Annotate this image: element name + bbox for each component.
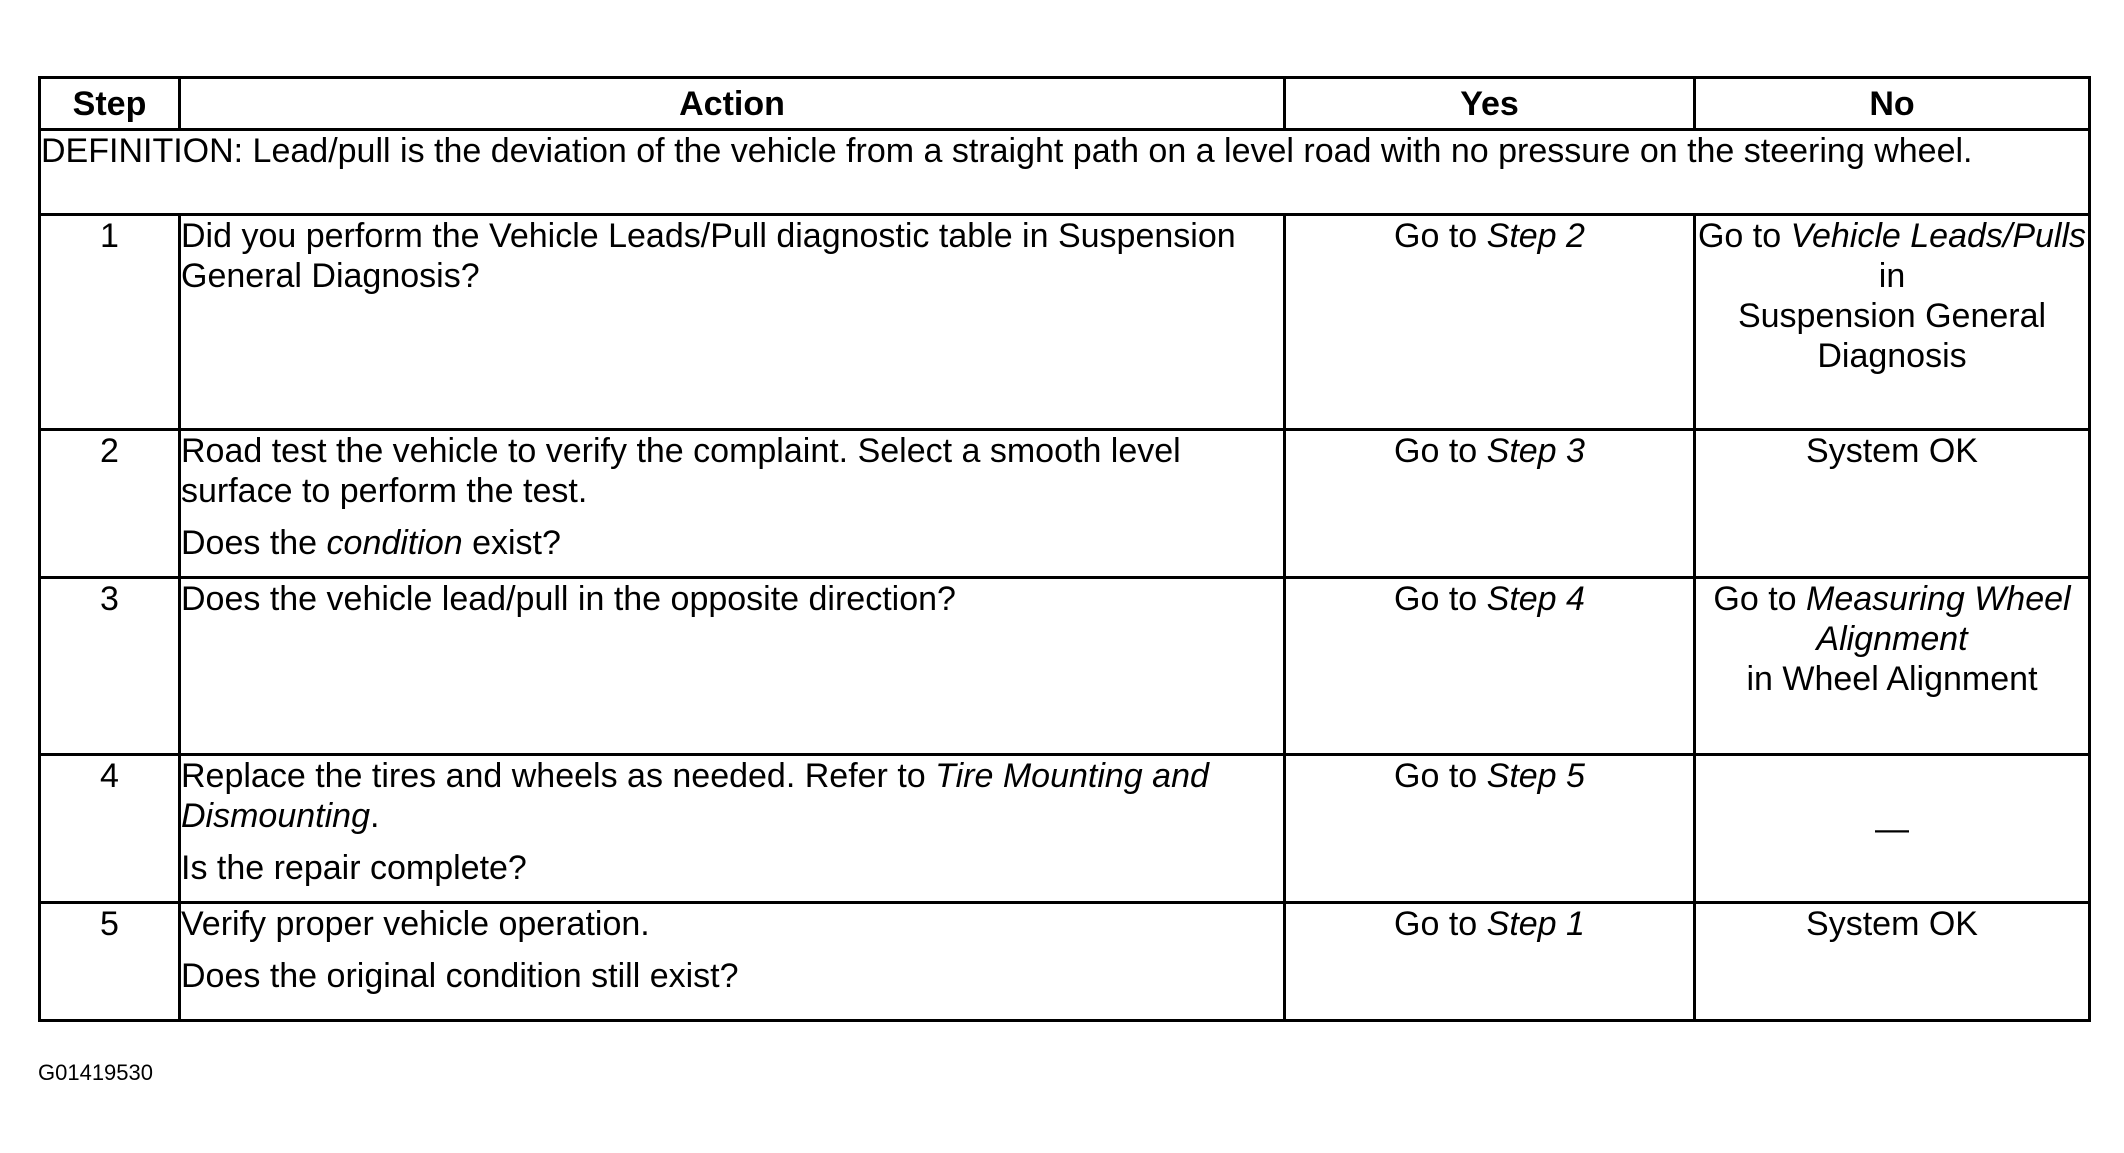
yes-step-ref: Step 2 [1486, 217, 1585, 255]
yes-prefix: Go to [1394, 905, 1487, 943]
question-italic: condition [326, 524, 463, 562]
action-text: Does the vehicle lead/pull in the opposite direction? [180, 578, 1285, 755]
table-row [40, 215, 2090, 430]
action-text [181, 756, 1283, 836]
step-number: 4 [40, 755, 180, 903]
no-suffix: in Wheel Alignment [1746, 660, 2038, 698]
action-ref: Tire Mounting and Dismounting [181, 757, 1209, 835]
definition-text: DEFINITION: Lead/pull is the deviation of the vehicle from a straight path on a level road with no pressure on the steering wheel. [40, 130, 2090, 215]
action-text: Road test the vehicle to verify the complaint. Select a smooth level surface to perform the test. [181, 432, 1181, 510]
step-number: 3 [40, 578, 180, 755]
yes-result [1285, 903, 1695, 1021]
action-cell [180, 903, 1285, 1021]
figure-id: G01419530 [38, 1060, 153, 1085]
no-result: System OK [1695, 903, 2090, 1021]
action-question: Is the repair complete? [181, 849, 527, 887]
action-suffix: . [369, 797, 380, 835]
diagnostic-table [38, 76, 2091, 1022]
action-question [181, 523, 1283, 563]
question-suffix: exist? [462, 524, 561, 562]
header-step: Step [40, 78, 180, 130]
no-line [1696, 579, 2088, 659]
header-yes: Yes [1285, 78, 1695, 130]
yes-step-ref: Step 4 [1486, 580, 1585, 618]
no-result [1695, 578, 2090, 755]
no-ref: Vehicle Leads/Pulls [1790, 217, 2087, 255]
table-row [40, 430, 2090, 578]
yes-prefix: Go to [1394, 580, 1487, 618]
no-result [1695, 215, 2090, 430]
header-row [40, 78, 2090, 130]
step-number: 5 [40, 903, 180, 1021]
table-row [40, 578, 2090, 755]
yes-step-ref: Step 1 [1486, 905, 1585, 943]
diagnostic-table-container [38, 76, 2088, 1022]
yes-step-ref: Step 5 [1486, 757, 1585, 795]
no-prefix: Go to [1697, 217, 1791, 255]
definition-row [40, 130, 2090, 215]
action-cell [180, 755, 1285, 903]
yes-result [1285, 755, 1695, 903]
yes-result [1285, 215, 1695, 430]
step-number: 2 [40, 430, 180, 578]
yes-prefix: Go to [1394, 432, 1487, 470]
table-row [40, 903, 2090, 1021]
table-row [40, 755, 2090, 903]
yes-result [1285, 430, 1695, 578]
step-number: 1 [40, 215, 180, 430]
no-mid: in [1878, 257, 1906, 295]
no-prefix: Go to [1713, 580, 1807, 618]
no-suffix: Suspension General Diagnosis [1737, 297, 2047, 375]
action-cell [180, 430, 1285, 578]
action-prefix: Replace the tires and wheels as needed. Refer to [181, 757, 936, 795]
no-line [1696, 216, 2088, 256]
header-action: Action [180, 78, 1285, 130]
no-result: System OK [1695, 430, 2090, 578]
yes-result [1285, 578, 1695, 755]
action-text: Did you perform the Vehicle Leads/Pull diagnostic table in Suspension General Diagnosis? [180, 215, 1285, 430]
action-text: Verify proper vehicle operation. [181, 905, 650, 943]
yes-prefix: Go to [1394, 217, 1487, 255]
yes-prefix: Go to [1394, 757, 1487, 795]
yes-step-ref: Step 3 [1486, 432, 1585, 470]
question-prefix: Does the [181, 524, 327, 562]
header-no: No [1695, 78, 2090, 130]
no-ref: Measuring Wheel Alignment [1806, 580, 2071, 658]
no-result: — [1695, 755, 2090, 903]
action-question: Does the original condition still exist? [181, 957, 739, 995]
